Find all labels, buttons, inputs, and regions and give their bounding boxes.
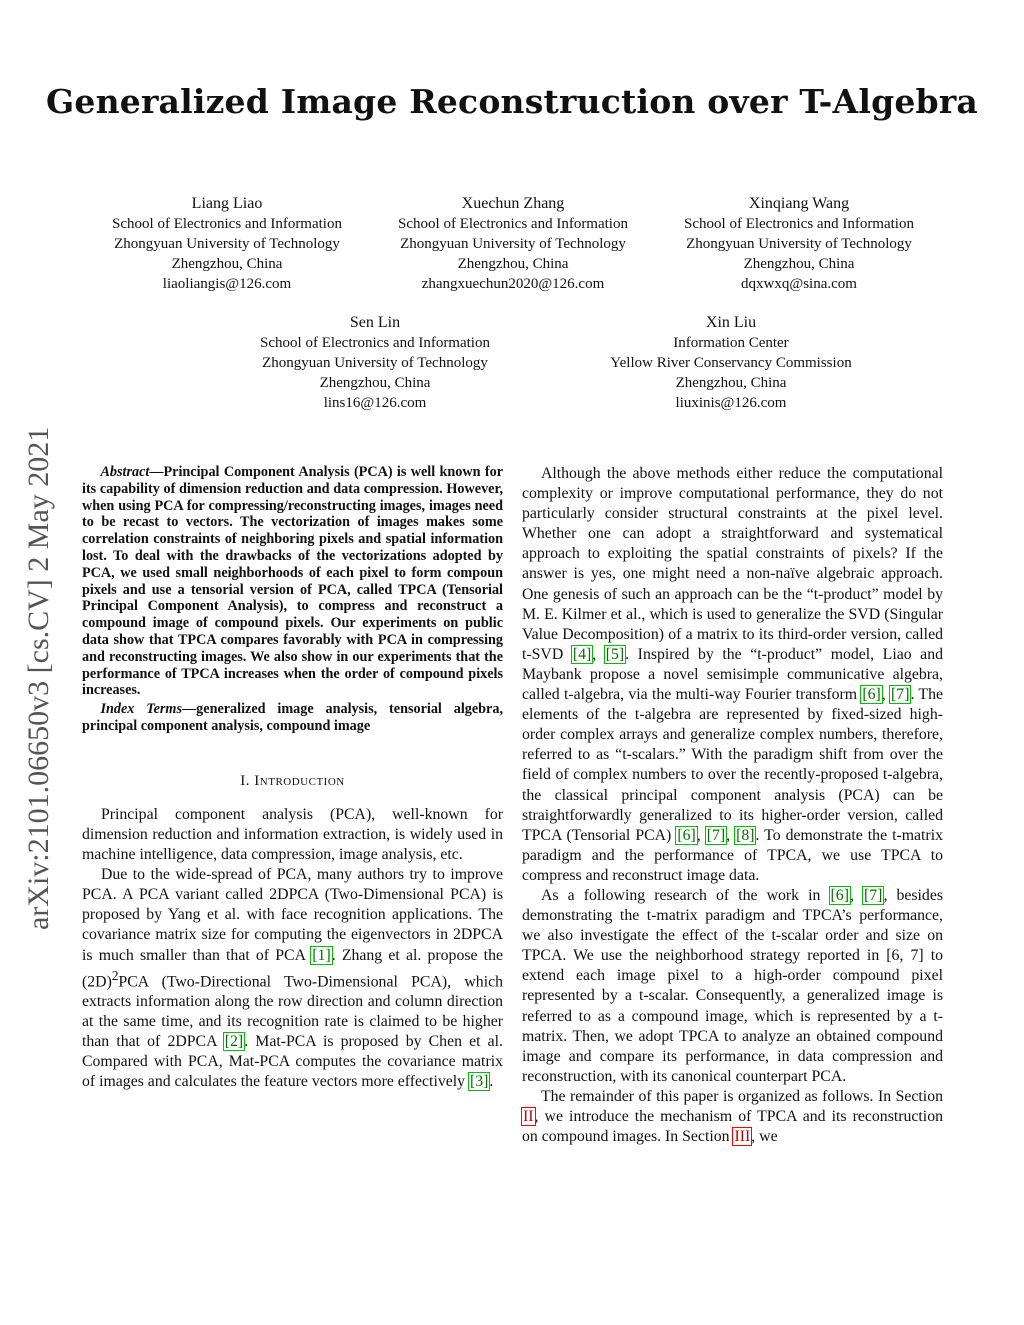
section-heading (82, 771, 503, 791)
author-affiliation: School of Electronics and Information (398, 216, 628, 232)
right-column (522, 464, 943, 1147)
text-run: , (849, 886, 864, 904)
author-block (82, 194, 372, 294)
right-paragraph-1 (522, 464, 943, 886)
abstract-text: —Principal Component Analysis (PCA) is well known for its capability of dimension reduction and data compression. However, when using PCA for compressing/reconstructing images, images need to be recast to vectors. The vectorization of images makes some correlation constraints of neighboring pixels and spatial information lost. To deal with the drawbacks of the vectorizations adopted by PCA, we used small neighborhoods of each pixel to form compoun pixels and use a tensorial version of PCA, called TPCA (Tensorial Principal Component Analysis), to compress and reconstruct a compound image of compound pixels. Our experiments on public data show that TPCA compares favorably with PCA in compressing and reconstructing images. We also show in our experiments that the performance of TPCA increases when the order of compound pixels increases. (82, 464, 503, 699)
text-run: , (696, 826, 706, 844)
text-run: , we introduce the mechanism of TPCA and its reconstruction on compound images. In Section (522, 1108, 943, 1146)
section-number: I. (240, 772, 251, 789)
citation-link[interactable]: [7] (891, 686, 910, 704)
text-run: PCA (Two-Directional Two-Dimensional PCA), which extracts information along the row direction and column direction at the same time, and its recognition rate is claimed to be higher than that of 2DPCA (82, 972, 503, 1051)
intro-paragraph-1: Principal component analysis (PCA), well-known for dimension reduction and information extraction, is widely used in machine intelligence, data compression, image analysis, etc. (82, 805, 503, 864)
text-run: , we (751, 1128, 778, 1146)
author-name: Sen Lin (349, 314, 401, 331)
author-email: zhangxuechun2020@126.com (421, 276, 605, 292)
author-block (580, 313, 882, 413)
author-block (368, 194, 658, 294)
citation-link[interactable]: [3] (470, 1073, 489, 1091)
citation-link[interactable]: [8] (736, 826, 755, 844)
author-institution: Zhongyuan University of Technology (686, 236, 912, 252)
section-link[interactable]: II (523, 1108, 534, 1125)
abstract-lead: Abstract (100, 464, 150, 480)
author-name: Xuechun Zhang (461, 195, 565, 212)
author-institution: Zhongyuan University of Technology (400, 236, 626, 252)
citation-link[interactable]: [6] (862, 686, 881, 704)
citation-link[interactable]: [7] (706, 826, 726, 844)
citation-link[interactable]: [5] (605, 645, 625, 663)
text-run: , (592, 645, 605, 663)
superscript: 2 (111, 967, 119, 983)
author-affiliation: School of Electronics and Information (684, 216, 914, 232)
author-location: Zhengzhou, China (675, 375, 787, 391)
citation-link[interactable]: [6] (830, 886, 849, 904)
author-email: liuxinis@126.com (675, 395, 787, 411)
author-location: Zhengzhou, China (457, 256, 569, 272)
text-run: . (489, 1073, 494, 1091)
author-affiliation: Information Center (673, 335, 789, 351)
text-run: Although the above methods either reduce the computational complexity or improve computational performance, they do not particularly consider structural constraints at the pixel level. Whether one can adopt a straightforward and systematical approach to exploiting the spatial constraints of pixels? If the answer is yes, one might need a non-naïve algebraic approach. One genesis of such an approach can be the “t-product” model by M. E. Kilmer et al., which is used to generalize the SVD (Singular Value Decomposition) of a matrix to its third-order version, called t-SVD (522, 465, 943, 663)
index-terms (82, 701, 503, 735)
author-name: Xinqiang Wang (748, 195, 850, 212)
author-name: Liang Liao (191, 195, 263, 212)
author-location: Zhengzhou, China (319, 375, 431, 391)
text-run: . Inspired by the “t-product” model, Liao and Maybank propose a novel semisimple communicative algebra, called t-algebra, via the multi-way Fourier transform (522, 645, 943, 704)
arxiv-identifier: arXiv:2101.06650v3 [cs.CV] 2 May 2021 (22, 426, 55, 930)
citation-link[interactable]: [4] (572, 645, 592, 663)
index-terms-text: —generalized image analysis, tensorial algebra, principal component analysis, compound image (82, 701, 503, 734)
text-run: , (881, 686, 891, 704)
section-title: Introduction (254, 772, 345, 789)
author-affiliation: School of Electronics and Information (112, 216, 342, 232)
citation-link[interactable]: [1] (312, 946, 331, 964)
author-name: Xin Liu (705, 314, 757, 331)
author-location: Zhengzhou, China (171, 256, 283, 272)
left-column (82, 464, 503, 1092)
author-location: Zhengzhou, China (743, 256, 855, 272)
text-run: . Zhang et al. propose the (2D) (82, 946, 503, 990)
text-run: Due to the wide-spread of PCA, many authors try to improve PCA. A PCA variant called 2DPCA (Two-Dimensional PCA) is proposed by Yang et al. with face recognition applications. The covariance matrix size for computing the eigenvectors in 2DPCA is much smaller than that of PCA (82, 866, 503, 964)
citation-link[interactable]: [7] (864, 886, 883, 904)
text-run: . To demonstrate the t-matrix paradigm and the performance of TPCA, we use TPCA to compress and reconstruct image data. (522, 826, 943, 884)
section-link[interactable]: III (734, 1128, 751, 1146)
author-email: dqxwxq@sina.com (741, 276, 857, 292)
intro-paragraph-2 (82, 865, 503, 1092)
author-affiliation: School of Electronics and Information (260, 335, 490, 351)
text-run: . Mat-PCA is proposed by Chen et al. Compared with PCA, Mat-PCA computes the covariance matrix of images and calculates the feature vectors more effectively (82, 1033, 503, 1091)
paper-title: Generalized Image Reconstruction over T-Algebra (46, 82, 978, 121)
citation-link[interactable]: [2] (224, 1033, 244, 1051)
text-run: . The elements of the t-algebra are represented by fixed-sized high-order complex arrays and generalize complex numbers, therefore, referred to as “t-scalars.” With the paradigm shift from over the field of complex numbers to over the recently-proposed t-algebra, the classical principal component analysis (PCA) can be straightforwardly generalized to its higher-order version, called TPCA (Tensorial PCA) (522, 686, 943, 844)
text-run: , (726, 826, 736, 844)
text-run: As a following research of the work in (540, 886, 830, 904)
author-block (230, 313, 520, 413)
right-paragraph-3 (522, 1087, 943, 1147)
text-run: The remainder of this paper is organized as follows. In Section (540, 1087, 943, 1105)
citation-link[interactable]: [6] (677, 826, 696, 844)
author-block (654, 194, 944, 294)
author-email: lins16@126.com (323, 395, 427, 411)
abstract (82, 464, 503, 699)
index-terms-lead: Index Terms (100, 701, 182, 718)
right-paragraph-2 (522, 886, 943, 1087)
text-run: , besides demonstrating the t-matrix paradigm and TPCA’s performance, we also investigate the effect of the t-scalar order and size on TPCA. We use the neighborhood strategy reported in [6, 7] to extend each image pixel to a high-order compound pixel represented by a t-scalar. Consequently, a generalized image is referred to as a compound image, which is represented by a t-matrix. Then, we adopt TPCA to analyze an obtained compound image and compare its performance, in data compression and reconstruction, with its canonical counterpart PCA. (522, 886, 943, 1085)
author-institution: Yellow River Conservancy Commission (610, 355, 852, 371)
author-institution: Zhongyuan University of Technology (262, 355, 488, 371)
author-institution: Zhongyuan University of Technology (114, 236, 340, 252)
author-email: liaoliangis@126.com (162, 276, 292, 292)
